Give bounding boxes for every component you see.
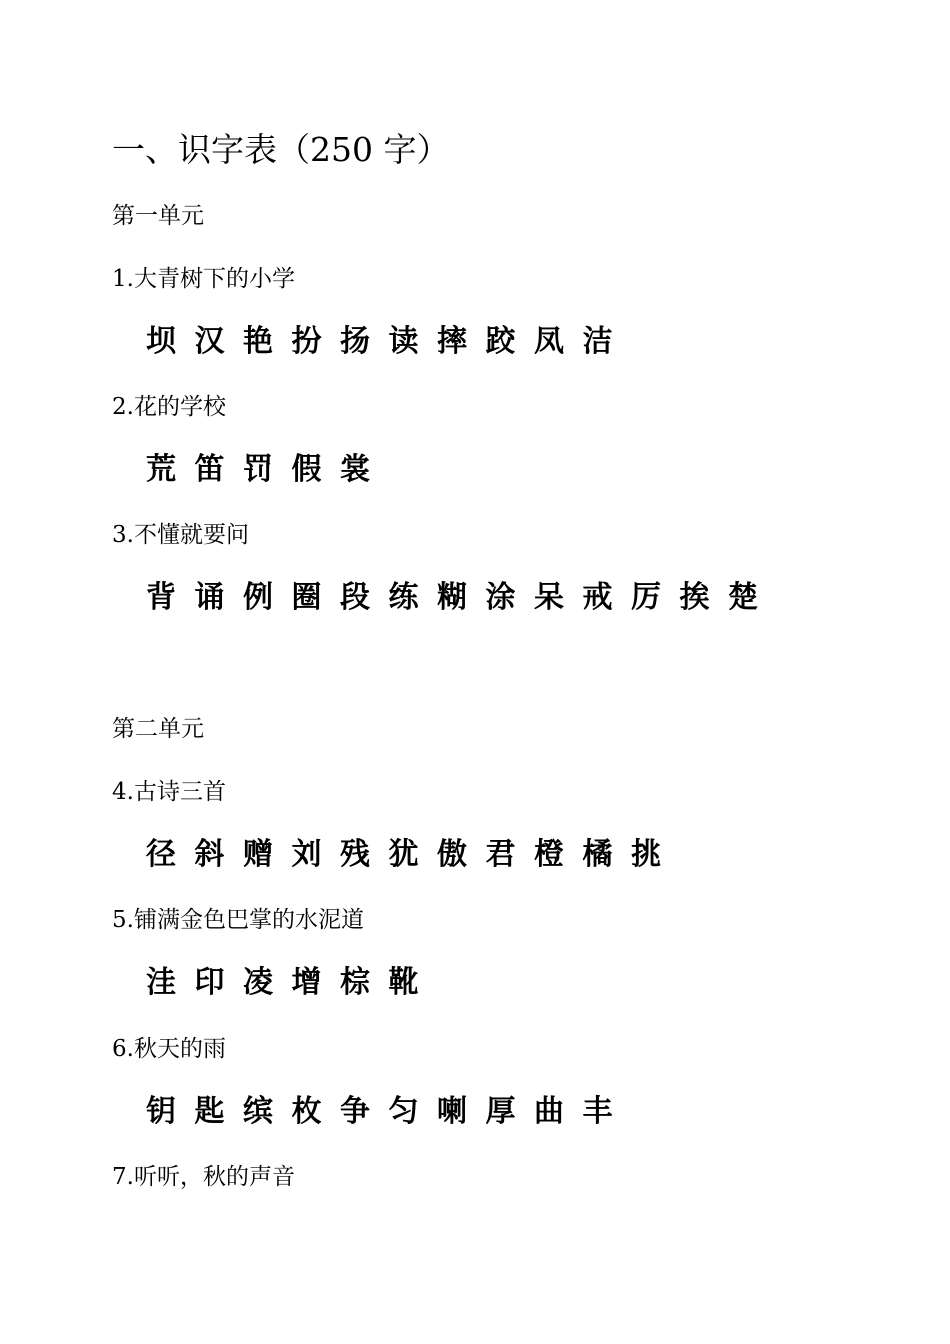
- vocab-char: 挑: [631, 837, 661, 872]
- vocab-char: 钥: [146, 1094, 176, 1129]
- vocab-char: 犹: [388, 837, 419, 872]
- vocab-char: 增: [291, 965, 322, 1000]
- vocab-char: 圈: [291, 580, 322, 615]
- page-title: 一、识字表（250 字）: [112, 130, 450, 169]
- vocab-char: 匙: [194, 1094, 225, 1129]
- vocab-char: 缤: [243, 1094, 273, 1129]
- vocab-char: 厉: [631, 580, 661, 615]
- vocab-char: 背: [146, 580, 176, 615]
- vocab-char: 段: [340, 580, 370, 615]
- vocab-char: 丰: [582, 1094, 613, 1129]
- vocab-char: 靴: [388, 965, 419, 1000]
- vocab-char: 挨: [679, 580, 710, 615]
- char-row-6: [146, 1092, 631, 1132]
- vocab-char: 凤: [534, 324, 564, 359]
- vocab-char: 糊: [437, 580, 467, 615]
- vocab-char: 罚: [243, 452, 273, 487]
- char-row-2: [146, 450, 389, 490]
- vocab-char: 印: [194, 965, 225, 1000]
- vocab-char: 争: [340, 1094, 370, 1129]
- vocab-char: 荒: [146, 452, 176, 487]
- lesson-title-1: 1.大青树下的小学: [112, 266, 295, 292]
- vocab-char: 曲: [534, 1094, 564, 1129]
- vocab-char: 傲: [437, 837, 467, 872]
- vocab-char: 扮: [291, 324, 322, 359]
- vocab-char: 涂: [485, 580, 516, 615]
- lesson-title-4: 4.古诗三首: [112, 779, 226, 805]
- vocab-char: 跤: [485, 324, 516, 359]
- vocab-char: 枚: [291, 1094, 322, 1129]
- unit-heading-1: 第一单元: [112, 203, 204, 229]
- char-row-1: [146, 322, 631, 362]
- lesson-title-6: 6.秋天的雨: [112, 1036, 226, 1062]
- vocab-char: 匀: [388, 1094, 419, 1129]
- lesson-title-2: 2.花的学校: [112, 394, 226, 420]
- vocab-char: 假: [291, 452, 322, 487]
- vocab-char: 残: [340, 837, 370, 872]
- vocab-char: 喇: [437, 1094, 467, 1129]
- vocab-char: 橙: [534, 837, 564, 872]
- lesson-title-5: 5.铺满金色巴掌的水泥道: [112, 907, 364, 933]
- vocab-char: 摔: [437, 324, 467, 359]
- vocab-char: 洼: [146, 965, 176, 1000]
- vocab-char: 呆: [534, 580, 564, 615]
- vocab-char: 楚: [728, 580, 758, 615]
- vocab-char: 橘: [582, 837, 613, 872]
- vocab-char: 径: [146, 837, 176, 872]
- vocab-char: 读: [388, 324, 419, 359]
- vocab-char: 诵: [194, 580, 225, 615]
- vocab-char: 洁: [582, 324, 613, 359]
- vocab-char: 棕: [340, 965, 370, 1000]
- char-row-3: [146, 578, 777, 618]
- vocab-char: 艳: [243, 324, 273, 359]
- vocab-char: 凌: [243, 965, 273, 1000]
- vocab-char: 刘: [291, 837, 322, 872]
- vocab-char: 汉: [194, 324, 225, 359]
- char-row-5: [146, 963, 437, 1003]
- vocab-char: 裳: [340, 452, 370, 487]
- vocab-char: 笛: [194, 452, 225, 487]
- vocab-char: 斜: [194, 837, 225, 872]
- unit-heading-2: 第二单元: [112, 716, 204, 742]
- vocab-char: 戒: [582, 580, 613, 615]
- vocab-char: 赠: [243, 837, 273, 872]
- vocab-char: 例: [243, 580, 273, 615]
- vocab-char: 君: [485, 837, 516, 872]
- lesson-title-7: 7.听听，秋的声音: [112, 1164, 295, 1190]
- vocab-char: 扬: [340, 324, 370, 359]
- lesson-title-3: 3.不懂就要问: [112, 522, 249, 548]
- vocab-char: 厚: [485, 1094, 516, 1129]
- vocab-char: 练: [388, 580, 419, 615]
- char-row-4: [146, 835, 680, 875]
- vocab-char: 坝: [146, 324, 176, 359]
